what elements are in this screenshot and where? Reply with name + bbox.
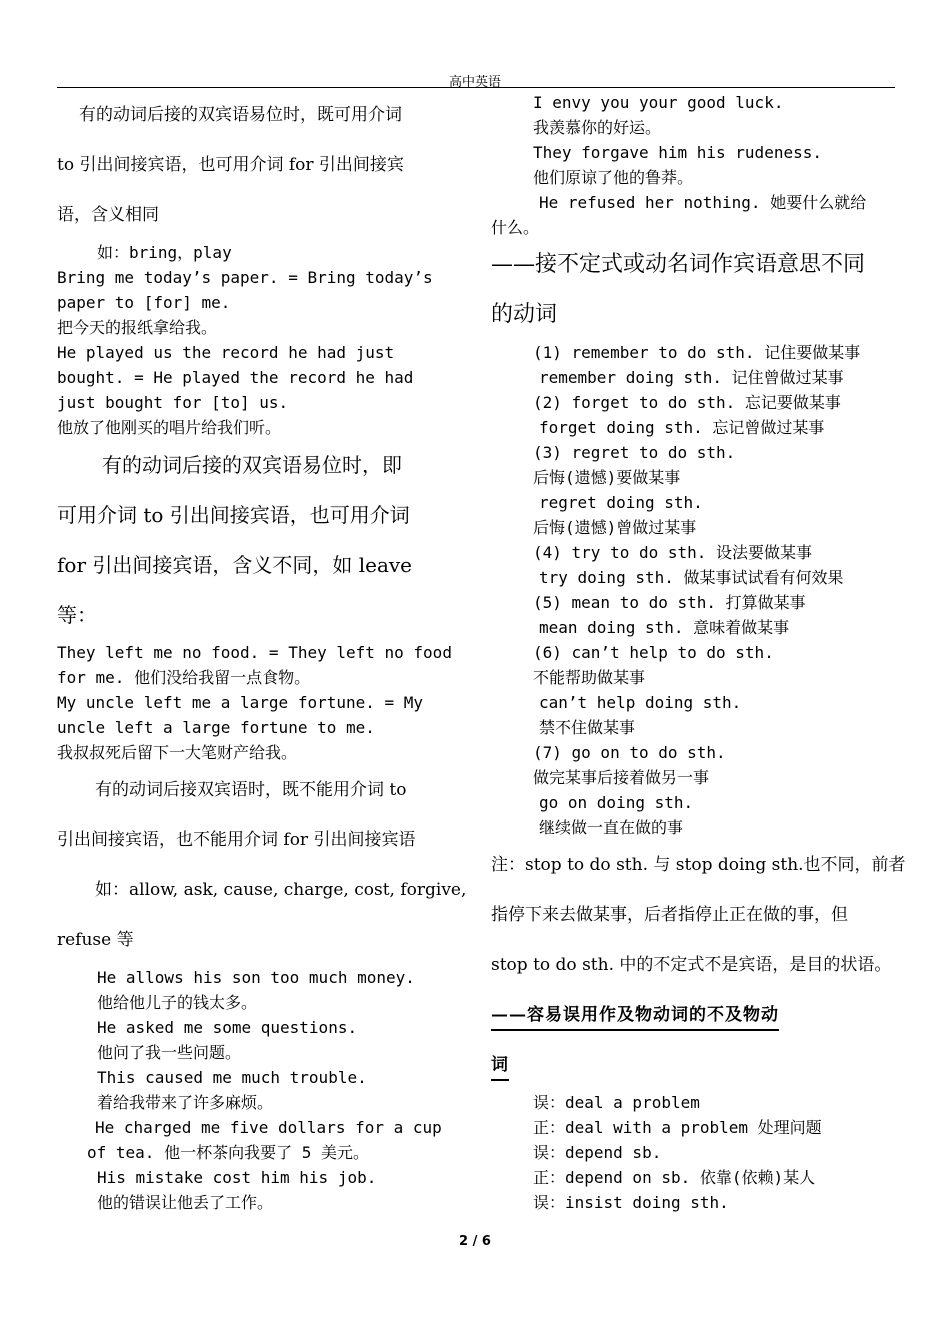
paragraph-line: 等： — [57, 603, 97, 627]
text-line: 正：deal with a problem 处理问题 — [533, 1118, 822, 1137]
text-line: 什么。 — [491, 218, 540, 237]
left-column — [57, 90, 467, 1215]
text-line: 后悔(遗憾)曾做过某事 — [533, 518, 697, 537]
section-heading-text: ——容易误用作及物动词的不及物动 — [491, 1001, 779, 1031]
text-line: 我叔叔死后留下一大笔财产给我。 — [57, 743, 298, 762]
text-line: He refused her nothing. 她要什么就给 — [539, 193, 867, 212]
text-line: bought. = He played the record he had — [57, 368, 414, 387]
text-line: 把今天的报纸拿给我。 — [57, 318, 218, 337]
section-heading — [491, 990, 911, 1040]
text-line: try doing sth. 做某事试试看有何效果 — [539, 568, 844, 587]
text-line: forget doing sth. 忘记曾做过某事 — [539, 418, 825, 437]
text-line: paper to [for] me. — [57, 293, 231, 312]
text-line: for me. 他们没给我留一点食物。 — [57, 668, 311, 687]
text-line: 他给他儿子的钱太多。 — [97, 993, 258, 1012]
text-line: remember doing sth. 记住曾做过某事 — [539, 368, 844, 387]
text-line: (5) mean to do sth. 打算做某事 — [533, 593, 806, 612]
text-line: His mistake cost him his job. — [97, 1168, 377, 1187]
paragraph-line: 可用介词 to 引出间接宾语，也可用介词 — [57, 503, 410, 527]
section-heading — [491, 1040, 911, 1090]
text-line: (3) regret to do sth. — [533, 443, 736, 462]
page-number: 2 / 6 — [459, 1234, 491, 1249]
text-line: They forgave him his rudeness. — [533, 143, 822, 162]
header-rule — [57, 87, 895, 88]
paragraph-line: 有的动词后接双宾语时，既不能用介词 to — [95, 780, 407, 800]
text-line: I envy you your good luck. — [533, 93, 784, 112]
text-line: 后悔(遗憾)要做某事 — [533, 468, 681, 487]
text-line: (7) go on to do sth. — [533, 743, 726, 762]
text-line: 误：deal a problem — [533, 1093, 700, 1112]
paragraph-line: refuse 等 — [57, 930, 134, 950]
text-line: This caused me much trouble. — [97, 1068, 367, 1087]
text-line: uncle left a large fortune to me. — [57, 718, 375, 737]
text-line: (4) try to do sth. 设法要做某事 — [533, 543, 813, 562]
note-line: stop to do sth. 中的不定式不是宾语，是目的状语。 — [491, 955, 892, 975]
paragraph-line: 语，含义相同 — [57, 205, 159, 225]
text-line: 不能帮助做某事 — [533, 668, 646, 687]
text-line: (1) remember to do sth. 记住要做某事 — [533, 343, 861, 362]
section-heading-text: 词 — [491, 1051, 509, 1081]
text-line: They left me no food. = They left no food — [57, 643, 452, 662]
paragraph-line: for 引出间接宾语，含义不同，如 leave — [57, 553, 413, 577]
text-line: 做完某事后接着做另一事 — [533, 768, 710, 787]
paragraph-line: 有的动词后接的双宾语易位时，既可用介词 — [79, 105, 402, 125]
paragraph-line: 有的动词后接的双宾语易位时，即 — [102, 453, 402, 477]
text-line: 他问了我一些问题。 — [97, 1043, 242, 1062]
text-line: He charged me five dollars for a cup — [95, 1118, 442, 1137]
text-line: 禁不住做某事 — [539, 718, 636, 737]
text-line: (6) can’t help to do sth. — [533, 643, 774, 662]
text-line: mean doing sth. 意味着做某事 — [539, 618, 790, 637]
text-line: 正：depend on sb. 依靠(依赖)某人 — [533, 1168, 816, 1187]
section-heading: 的动词 — [491, 302, 558, 327]
text-line: 继续做一直在做的事 — [539, 818, 684, 837]
text-line: 他们原谅了他的鲁莽。 — [533, 168, 694, 187]
text-line: He allows his son too much money. — [97, 968, 415, 987]
text-line: 我羡慕你的好运。 — [533, 118, 662, 137]
section-heading: ——接不定式或动名词作宾语意思不同 — [491, 252, 866, 277]
text-line: can’t help doing sth. — [539, 693, 742, 712]
text-line: 误：insist doing sth. — [533, 1193, 729, 1212]
text-line: He asked me some questions. — [97, 1018, 358, 1037]
paragraph-line: to 引出间接宾语，也可用介词 for 引出间接宾 — [57, 155, 404, 175]
text-line: Bring me today’s paper. = Bring today’s — [57, 268, 433, 287]
text-line: He played us the record he had just — [57, 343, 395, 362]
text-line: just bought for [to] us. — [57, 393, 289, 412]
text-line: 他放了他刚买的唱片给我们听。 — [57, 418, 282, 437]
text-line: of tea. 他一杯茶向我要了 5 美元。 — [87, 1143, 369, 1162]
text-line: regret doing sth. — [539, 493, 703, 512]
text-line: My uncle left me a large fortune. = My — [57, 693, 424, 712]
text-line: 着给我带来了许多麻烦。 — [97, 1093, 274, 1112]
note-line: 注：stop to do sth. 与 stop doing sth.也不同，前者 — [491, 855, 906, 875]
text-line: (2) forget to do sth. 忘记要做某事 — [533, 393, 841, 412]
text-line: go on doing sth. — [539, 793, 694, 812]
text-line: 他的错误让他丢了工作。 — [97, 1193, 274, 1212]
text-line: 误：depend sb. — [533, 1143, 662, 1162]
text-line: 如：bring，play — [97, 243, 232, 262]
paragraph-line: 引出间接宾语，也不能用介词 for 引出间接宾语 — [57, 830, 416, 850]
note-line: 指停下来去做某事，后者指停止正在做的事，但 — [491, 905, 848, 925]
paragraph-line: 如：allow, ask, cause, charge, cost, forgive, — [95, 880, 467, 900]
page-header: 高中英语 — [448, 74, 501, 89]
right-column — [491, 90, 911, 1215]
